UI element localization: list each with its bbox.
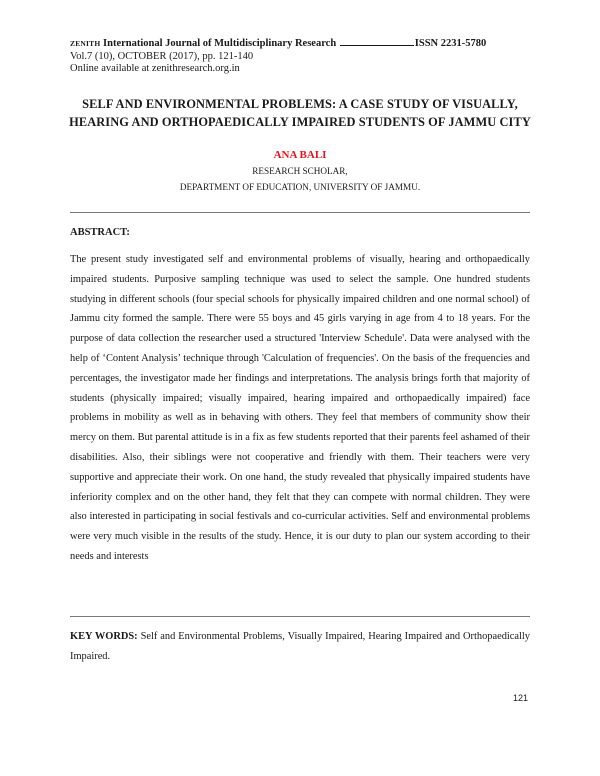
keywords-text: Self and Environmental Problems, Visually Impaired, Hearing Impaired and Orthopaedically Impaired. — [70, 631, 530, 662]
paper-title: SELF AND ENVIRONMENTAL PROBLEMS: A CASE STUDY OF VISUALLY, HEARING AND ORTHOPAEDICALLY IMPAIRED STUDENTS OF JAMMU CITY — [69, 97, 531, 129]
page-number: 121 — [512, 693, 528, 703]
journal-brand: ZENITH — [70, 39, 101, 48]
keywords-section — [70, 627, 530, 666]
author-name: ANA BALI — [273, 149, 327, 161]
journal-issn: ISSN 2231-5780 — [414, 38, 487, 49]
divider-bottom — [70, 616, 530, 617]
journal-title-line — [70, 36, 530, 51]
divider-top — [70, 212, 530, 213]
journal-volume: Vol.7 (10), OCTOBER (2017), pp. 121-140 — [70, 50, 254, 62]
author-role: RESEARCH SCHOLAR, — [252, 166, 348, 176]
journal-online: Online available at zenithresearch.org.in — [70, 63, 240, 74]
header-blank-line — [340, 36, 414, 46]
abstract-text: The present study investigated self and environmental problems of visually, hearing and orthopaedically impaired students. Purposive sampling technique was used to select the sample. One hundred students studying in different schools (four special schools for physically impaired children and one normal school) of Jammu city formed the sample. There were 55 boys and 45 girls varying in age from 4 to 18 years. For the purpose of data collection the researcher used a structured 'Interview Schedule'. Data were analysed with the help of ‘Content Analysis’ technique through 'Calculation of frequencies'. On the basis of the frequencies and percentages, the investigator made her findings and interpretations. The analysis brings forth that majority of students (physically impaired; visually impaired, hearing impaired and orthopaedically impaired) face problems in mobility as well as in behaving with others. They feel that members of community show their mercy on them. But parental attitude is in a fix as few students reported that their parents feel ashamed of their disabilities. Also, their siblings were not cooperative and friendly with them. Their teachers were very supportive and appreciate their work. On one hand, the study revealed that physically impaired students have inferiority complex and on the other hand, they felt that they can compete with normal children. They were also interested in participating in social festivals and co-curricular activities. Self and environmental problems were very much visible in the results of the study. Hence, it is our duty to plan our system according to their needs and interests — [70, 254, 530, 562]
journal-header — [70, 36, 530, 76]
keywords-label: KEY WORDS: — [70, 631, 138, 642]
abstract-heading: ABSTRACT: — [70, 227, 130, 238]
author-department: DEPARTMENT OF EDUCATION, UNIVERSITY OF JAMMU. — [179, 182, 421, 192]
journal-name: International Journal of Multidisciplinary Research — [103, 38, 337, 49]
